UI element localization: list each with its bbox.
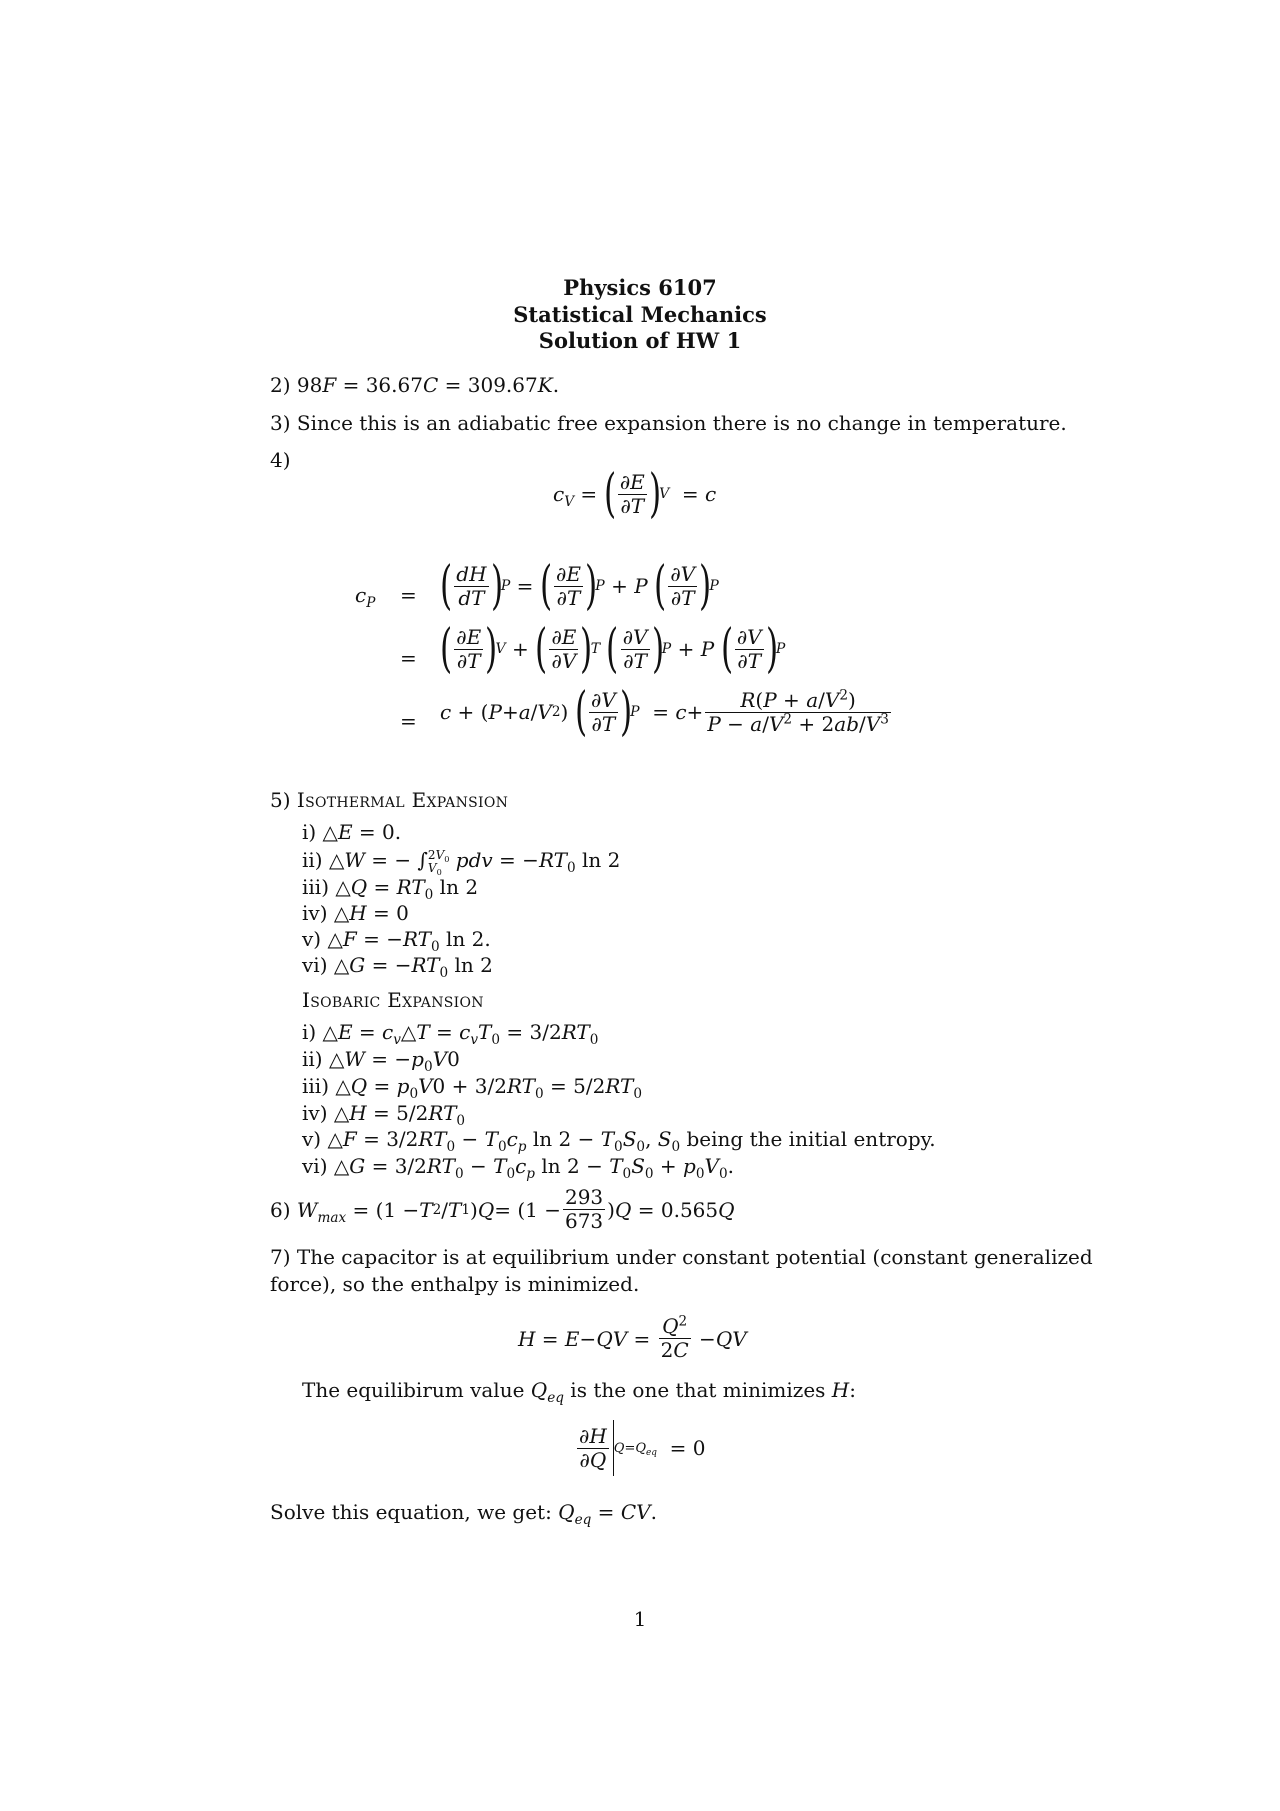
iso-item-6: vi) △G = $-RT_0$ ln 2 [302, 953, 493, 981]
isobar-item-3: iii) △Q = $p_0V0 + 3/2RT_0 = 5/2RT_0$ [302, 1074, 643, 1102]
p6-result: 0.565 [660, 1197, 719, 1222]
problem-3: 3) Since this is an adiabatic free expansion there is no change in temperature. [270, 411, 1067, 435]
equation-minimize: $\frac{\partial H}{\partial Q}$ $Q=Q_{eq}$ = 0 [575, 1420, 706, 1476]
problem-2-label: 2) [270, 373, 291, 397]
problem-5-heading [270, 790, 508, 810]
problem-7-line-2: force), so the enthalpy is minimized. [270, 1272, 640, 1296]
isobar-item-5: v) △F = $3/2RT_0 - T_0c_p$ $\ln 2 - T_0S_0$, $S_0$ being the initial entropy. [302, 1127, 936, 1155]
cp-line-3: c + ( P + a / V 2 ) ( $\frac{\partial V}{\partial T}$ ) P = c + $\frac{R(P + a/V^2)}{P - a/V^2 + 2ab/V^3}$ [440, 682, 889, 742]
iso-item-1: i) △E = 0. [302, 820, 402, 844]
isobaric-heading: Isobaric Expansion [302, 988, 484, 1012]
cp-line-2: ( $\frac{\partial E}{\partial T}$ ) V + ( $\frac{\partial E}{\partial V}$ ) T ( $\frac{\partial V}{\partial T}$ ) P + P ( $\frac{\partial V}{\partial T}$ ) P [440, 619, 786, 679]
iso-item-3: iii) △Q = $RT_0$ ln 2 [302, 875, 479, 903]
iso-item-5: v) △F = $-RT_0$ ln 2. [302, 927, 491, 955]
isothermal-heading: Isothermal Expansion [296, 788, 509, 812]
equation-cv: $c_V$ = ( $\frac{\partial E}{\partial T}$ ) V = c [553, 464, 717, 524]
problem-7-label: 7) [270, 1245, 291, 1269]
equilibrium-text-a: The equilibirum value [302, 1378, 525, 1402]
course-title: Physics 6107 [563, 275, 717, 300]
iso-item-4: iv) △H = 0 [302, 901, 409, 925]
solve-sentence: Solve this equation, we get: $Q_{eq}$ = CV. [270, 1500, 657, 1528]
problem-3-label: 3) [270, 411, 291, 435]
problem-4-label: 4) [270, 448, 291, 472]
p6-numerator: 293 [564, 1185, 604, 1209]
equation-enthalpy: H = E − QV = $\frac{Q^2}{2C}$ − QV [518, 1313, 747, 1362]
subject-title: Statistical Mechanics [513, 302, 767, 327]
equilibrium-text-b: is the one that minimizes [570, 1378, 826, 1402]
problem-2: 2) 98F = 36.67C = 309.67K. [270, 373, 560, 397]
p6-denominator: 673 [564, 1209, 604, 1233]
cp-line-1: ( $\frac{dH}{dT}$ ) P = ( $\frac{\partial E}{\partial T}$ ) P + P ( $\frac{\partial V}{\partial T}$ ) P [440, 556, 719, 616]
equilibrium-sentence: The equilibirum value $Q_{eq}$ is the one that minimizes H: [302, 1378, 856, 1406]
isobar-item-6: vi) △G = $3/2RT_0 - T_0c_p$ $\ln 2 - T_0S_0 + p_0V_0$. [302, 1154, 734, 1182]
problem-7-line-1 [270, 1247, 1093, 1267]
problem-5-label: 5) [270, 788, 291, 812]
eq-sign-3: = [400, 709, 417, 733]
solve-text: Solve this equation, we get: [270, 1500, 552, 1524]
cp-symbol: $c_P$ [355, 583, 376, 611]
document-title: Solution of HW 1 [538, 328, 742, 353]
isobar-item-2: ii) △W = $-p_0V0$ [302, 1047, 460, 1075]
iso-item-2: ii) △W = − ∫ $2V_0$ $V_0$ pdv = $-RT_0$ ln 2 [302, 848, 621, 877]
problem-6-label: 6) [270, 1197, 291, 1222]
eq-sign-2: = [400, 646, 417, 670]
isobar-item-1: i) △E = $c_v\triangle T = c_vT_0 = 3/2RT_0$ [302, 1020, 599, 1048]
page-number: 1 [633, 1607, 647, 1631]
problem-7-text-1: The capacitor is at equilibrium under constant potential (constant generalized [296, 1245, 1093, 1269]
problem-6: 6) $W_{max}$ = (1 − T 2 / T 1 ) Q = (1 − $\frac{293}{673}$ ) Q = 0.565 Q [270, 1185, 735, 1233]
eq-sign-1: = [400, 583, 417, 607]
isobar-item-4: iv) △H = $5/2RT_0$ [302, 1101, 466, 1129]
